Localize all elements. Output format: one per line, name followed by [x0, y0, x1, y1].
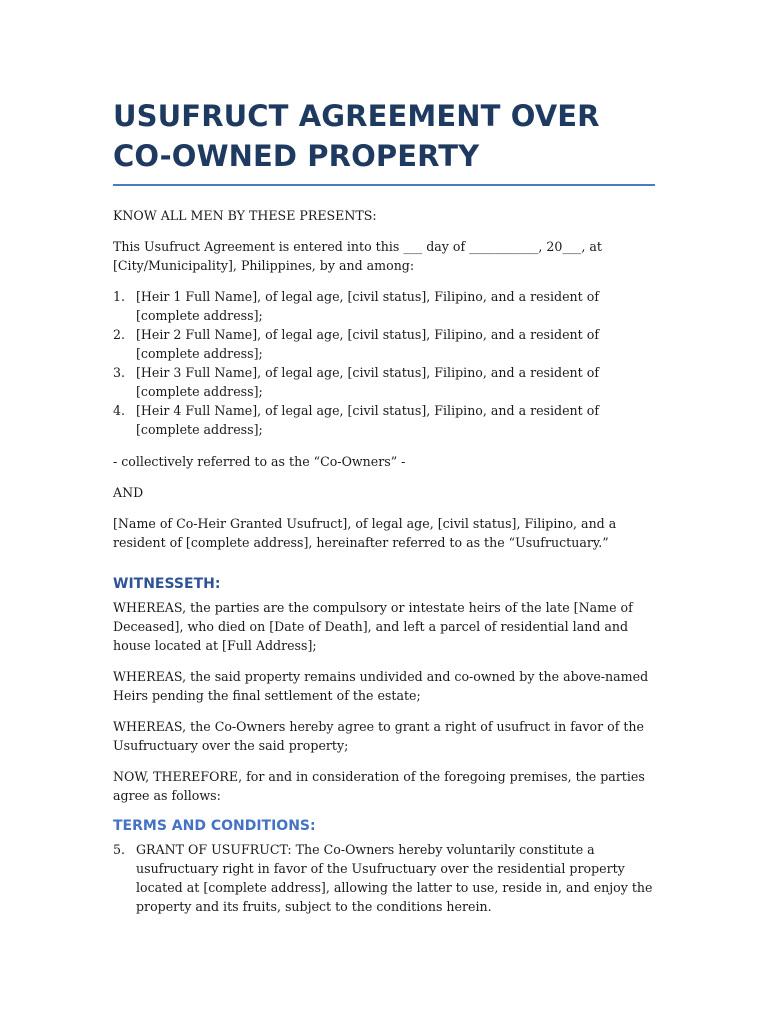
title-underline — [113, 184, 655, 186]
list-number: 5. — [113, 842, 126, 857]
heirs-list — [113, 287, 655, 439]
whereas-paragraph: WHEREAS, the parties are the compulsory or intestate heirs of the late [Name of Deceased], who died on [Date of Death], and left a parcel of residential land and house located at [Full Address]; — [113, 600, 633, 653]
document-page — [113, 96, 655, 929]
now-therefore-paragraph: NOW, THEREFORE, for and in consideration of the foregoing premises, the parties agree as follows: — [113, 769, 645, 803]
collective-reference: - collectively referred to as the “Co-Owners” - — [113, 454, 406, 469]
terms-list — [113, 840, 655, 916]
whereas-paragraph: WHEREAS, the said property remains undivided and co-owned by the above-named Heirs pending the final settlement of the estate; — [113, 669, 649, 703]
list-text: [Heir 2 Full Name], of legal age, [civil status], Filipino, and a resident of [complete address]; — [136, 327, 599, 361]
list-item — [113, 287, 655, 325]
document-title: USUFRUCT AGREEMENT OVER CO-OWNED PROPERTY — [113, 99, 600, 173]
witnesseth-heading: WITNESSETH: — [113, 576, 221, 592]
whereas-paragraph: WHEREAS, the Co-Owners hereby agree to grant a right of usufruct in favor of the Usufructuary over the said property; — [113, 719, 644, 753]
list-text: GRANT OF USUFRUCT: The Co-Owners hereby voluntarily constitute a usufructuary right in favor of the Usufructuary over the residential property located at [complete address], allowing the latter to use, reside in, and enjoy the property and its fruits, subject to the conditions herein. — [136, 842, 653, 914]
list-text: [Heir 4 Full Name], of legal age, [civil status], Filipino, and a resident of [complete address]; — [136, 403, 599, 437]
list-number: 3. — [113, 365, 126, 380]
terms-heading: TERMS AND CONDITIONS: — [113, 818, 316, 834]
list-number: 1. — [113, 289, 126, 304]
list-number: 2. — [113, 327, 126, 342]
list-item — [113, 840, 655, 916]
and-line: AND — [113, 485, 144, 500]
list-item — [113, 401, 655, 439]
intro-line: KNOW ALL MEN BY THESE PRESENTS: — [113, 208, 377, 223]
list-text: [Heir 3 Full Name], of legal age, [civil status], Filipino, and a resident of [complete address]; — [136, 365, 599, 399]
list-item — [113, 325, 655, 363]
list-text: [Heir 1 Full Name], of legal age, [civil status], Filipino, and a resident of [complete address]; — [136, 289, 599, 323]
list-number: 4. — [113, 403, 126, 418]
list-item — [113, 363, 655, 401]
usufructuary-paragraph: [Name of Co-Heir Granted Usufruct], of legal age, [civil status], Filipino, and a resident of [complete address], hereinafter referred to as the “Usufructuary.” — [113, 516, 617, 550]
opening-paragraph: This Usufruct Agreement is entered into this ___ day of ___________, 20___, at [City/Municipality], Philippines, by and among: — [113, 239, 602, 273]
